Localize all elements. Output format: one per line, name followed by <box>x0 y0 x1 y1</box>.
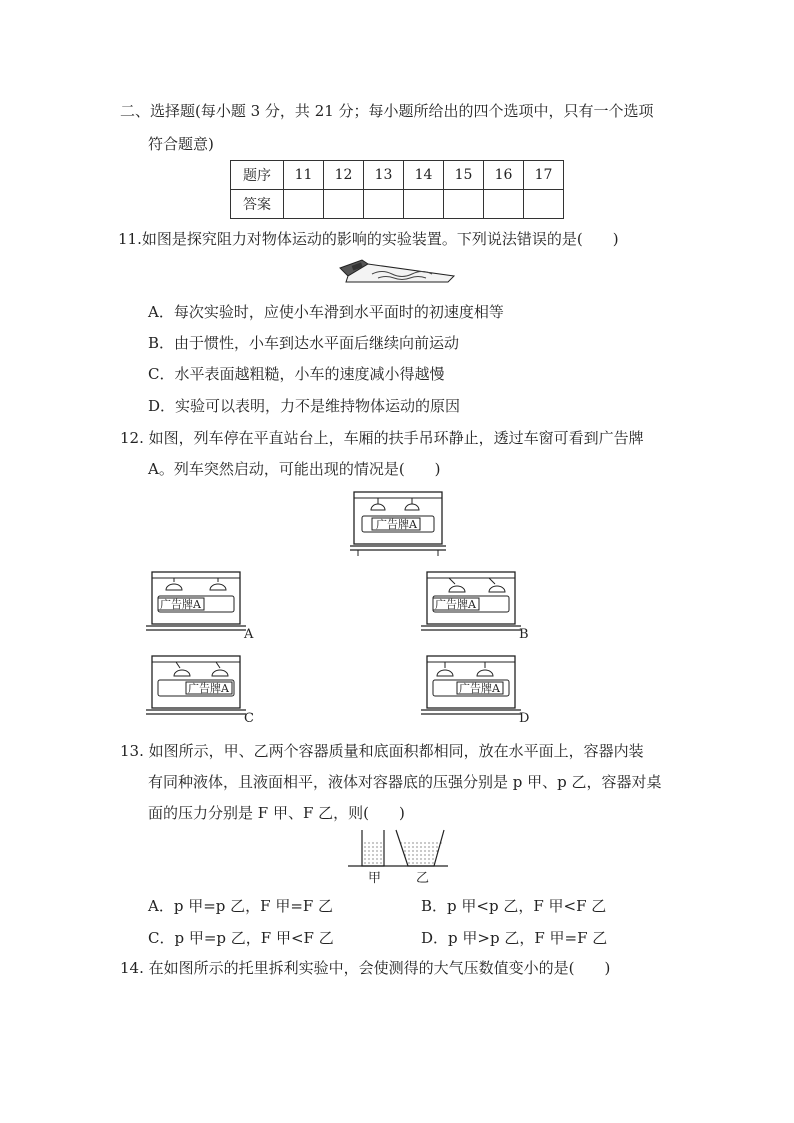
q12-main-ad-text: 广告牌A <box>376 518 417 531</box>
q12-label-c: C <box>244 711 254 726</box>
q12-stem-line2: A。列车突然启动，可能出现的情况是( ) <box>148 460 441 478</box>
q13-containers-figure <box>348 830 448 886</box>
answer-table-row1-label: 题序 <box>231 161 284 190</box>
q11-option-d: D．实验可以表明，力不是维持物体运动的原因 <box>148 397 461 415</box>
q11-option-c: C．水平表面越粗糙，小车的速度减小得越慢 <box>148 365 445 383</box>
answer-cell[interactable] <box>444 190 484 219</box>
q11-stem: 11.如图是探究阻力对物体运动的影响的实验装置。下列说法错误的是( ) <box>118 230 619 248</box>
section-heading-line2: 符合题意) <box>148 135 214 153</box>
answer-table <box>230 160 564 219</box>
answer-table-header-row <box>231 161 564 190</box>
q12-option-b-figure <box>421 570 531 640</box>
q12-c-ad-text: 广告牌A <box>188 682 229 695</box>
q13-stem-line2: 有同种液体，且液面相平，液体对容器底的压强分别是 p 甲、p 乙，容器对桌 <box>148 773 662 791</box>
answer-table-number: 14 <box>404 161 444 190</box>
q12-option-d-figure <box>421 654 531 724</box>
answer-table-row2-label: 答案 <box>231 190 284 219</box>
answer-cell[interactable] <box>404 190 444 219</box>
q13-option-d: D．p 甲>p 乙，F 甲=F 乙 <box>421 929 608 947</box>
q11-option-b: B．由于惯性，小车到达水平面后继续向前运动 <box>148 334 460 352</box>
q12-label-d: D <box>519 711 530 726</box>
section-heading-line1: 二、选择题(每小题 3 分，共 21 分；每小题所给出的四个选项中，只有一个选项 <box>120 102 654 120</box>
q13-label-yi: 乙 <box>416 871 430 886</box>
answer-table-number: 15 <box>444 161 484 190</box>
q13-option-a: A．p 甲=p 乙，F 甲=F 乙 <box>148 897 334 915</box>
answer-cell[interactable] <box>524 190 564 219</box>
q14-stem: 14. 在如图所示的托里拆利实验中，会使测得的大气压数值变小的是( ) <box>120 959 611 977</box>
q13-stem-line3: 面的压力分别是 F 甲、F 乙，则( ) <box>148 804 405 822</box>
answer-cell[interactable] <box>284 190 324 219</box>
q12-a-ad-text: 广告牌A <box>160 598 201 611</box>
answer-cell[interactable] <box>484 190 524 219</box>
q12-b-ad-text: 广告牌A <box>435 598 476 611</box>
q13-stem-line1: 13. 如图所示，甲、乙两个容器质量和底面积都相同，放在水平面上，容器内装 <box>120 742 644 760</box>
answer-table-number: 16 <box>484 161 524 190</box>
q12-option-c-figure <box>146 654 256 724</box>
answer-cell[interactable] <box>364 190 404 219</box>
q13-label-jia: 甲 <box>368 871 382 886</box>
answer-table-number: 13 <box>364 161 404 190</box>
q12-label-b: B <box>519 627 529 642</box>
q13-option-b: B．p 甲<p 乙，F 甲<F 乙 <box>421 897 607 915</box>
q11-ramp-figure <box>338 258 458 286</box>
answer-table-number: 11 <box>284 161 324 190</box>
q12-label-a: A <box>244 627 254 642</box>
q11-option-a: A．每次实验时，应使小车滑到水平面时的初速度相等 <box>148 303 504 321</box>
q13-option-c: C．p 甲=p 乙，F 甲<F 乙 <box>148 929 334 947</box>
answer-cell[interactable] <box>324 190 364 219</box>
q12-d-ad-text: 广告牌A <box>459 682 500 695</box>
q12-option-a-figure <box>146 570 256 640</box>
answer-table-answer-row <box>231 190 564 219</box>
q12-main-figure <box>350 490 446 558</box>
q12-stem-line1: 12. 如图，列车停在平直站台上，车厢的扶手吊环静止，透过车窗可看到广告牌 <box>120 429 644 447</box>
answer-table-number: 17 <box>524 161 564 190</box>
answer-table-number: 12 <box>324 161 364 190</box>
